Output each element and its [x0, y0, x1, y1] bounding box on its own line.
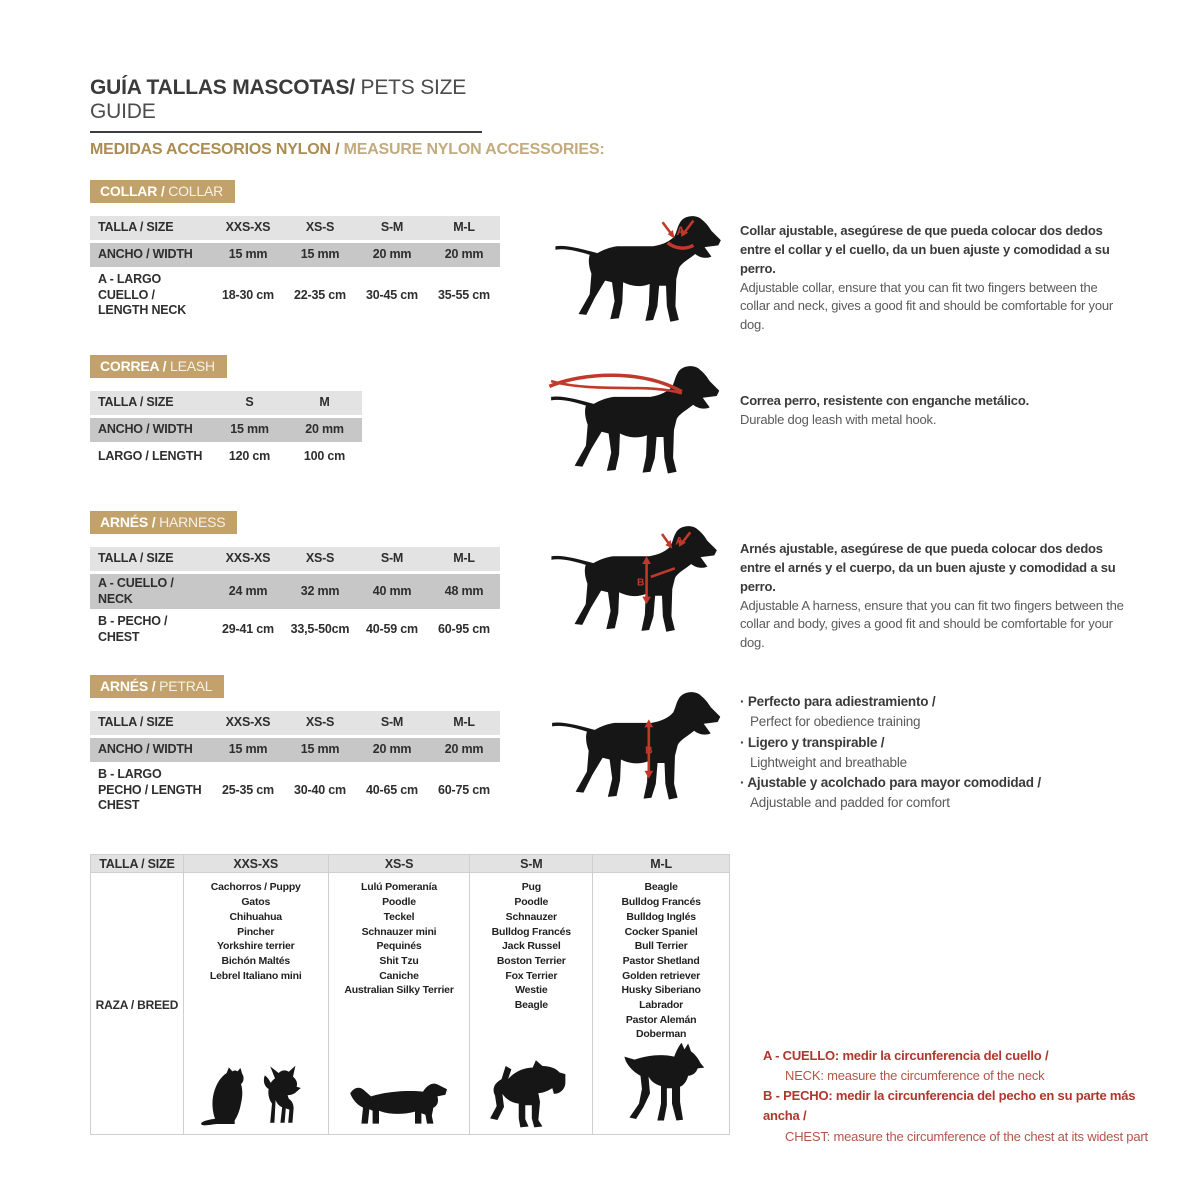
size-table-cell: 24 mm: [228, 583, 268, 598]
size-table-row-label: B - LARGO PECHO / LENGTH CHEST: [98, 767, 202, 813]
chihuahua-silhouette-icon: [257, 1064, 311, 1130]
petral-bullet-es: · Perfecto para adiestramiento /: [740, 694, 936, 709]
breed-cell-xs-s: [329, 873, 471, 1134]
size-table-cell: 60-95 cm: [438, 622, 490, 637]
leash-size-table: [90, 391, 362, 472]
size-table-cell: 120 cm: [228, 449, 271, 464]
breed-name: Pincher: [237, 925, 275, 938]
section-badge-harness: [90, 511, 237, 534]
size-table-row-label: LARGO / LENGTH: [98, 449, 203, 464]
dachshund-silhouette-icon: [347, 1074, 451, 1130]
breed-name: Bulldog Francés: [621, 896, 701, 909]
page-subtitle: [90, 141, 605, 159]
cat-silhouette-icon: [200, 1066, 252, 1130]
breed-name: Poodle: [382, 896, 416, 909]
breed-list: [344, 880, 453, 998]
breed-name: Beagle: [514, 998, 548, 1011]
size-table-header-cell: XXS-XS: [225, 220, 271, 235]
breed-name: Lebrel Italiano mini: [209, 969, 302, 982]
size-table-cell: 40 mm: [372, 583, 412, 598]
breed-name: Labrador: [639, 998, 684, 1011]
size-table-header-cell: XXS-XS: [225, 715, 271, 730]
size-table-header-cell: S-M: [380, 551, 404, 566]
svg-text:A: A: [676, 224, 685, 239]
size-table-row-label: ANCHO / WIDTH: [98, 247, 193, 262]
breed-table-header-row: [91, 855, 729, 873]
collar-desc-en: Adjustable collar, ensure that you can fit two fingers between the collar and neck, gives a good fit and should be comfortable for your dog.: [740, 279, 1114, 333]
size-table-header-row: [90, 547, 500, 571]
page-subtitle-es: MEDIDAS ACCESORIOS NYLON /: [90, 141, 344, 158]
harness-size-table: [90, 547, 500, 651]
size-table-header-label: TALLA / SIZE: [98, 715, 174, 730]
breed-figures: [617, 1042, 705, 1130]
size-table-row-label: ANCHO / WIDTH: [98, 742, 193, 757]
page-title: [90, 76, 482, 133]
size-table-header-label: TALLA / SIZE: [98, 551, 174, 566]
badge-leash-es: CORREA /: [100, 358, 171, 374]
breed-cell-m-l: [593, 873, 729, 1134]
doberman-silhouette-icon: [617, 1042, 705, 1130]
size-table-row-label: A - CUELLO / NECK: [98, 576, 174, 606]
badge-petral-es: ARNÉS /: [100, 678, 160, 694]
breed-name: Cachorros / Puppy: [210, 881, 301, 894]
footnote-es: A - CUELLO: medir la circunferencia del cuello /: [763, 1048, 1049, 1063]
leash-description: [740, 392, 1128, 430]
breed-name: Schnauzer: [505, 910, 557, 923]
petral-bullet-es: · Ajustable y acolchado para mayor comodidad /: [740, 775, 1041, 790]
footnote-en: NECK: measure the circumference of the neck: [785, 1068, 1045, 1084]
size-table-cell: 18-30 cm: [222, 287, 274, 302]
badge-leash-en: LEASH: [170, 358, 215, 374]
breed-name: Golden retriever: [622, 969, 701, 982]
breed-name: Bulldog Francés: [491, 925, 571, 938]
breed-table-header-cell: XS-S: [329, 855, 471, 872]
size-table-row-label: B - PECHO / CHEST: [98, 614, 168, 644]
size-table-header-cell: S-M: [380, 220, 404, 235]
size-table-header-cell: XXS-XS: [225, 551, 271, 566]
collar-size-table: [90, 216, 500, 324]
size-table-cell: 40-65 cm: [366, 782, 418, 797]
schnauzer-silhouette-icon: [486, 1056, 576, 1130]
breed-cell-s-m: [470, 873, 593, 1134]
size-table-cell: 29-41 cm: [222, 622, 274, 637]
petral-bullet-es: · Ligero y transpirable /: [740, 734, 885, 750]
size-table-cell: 32 mm: [300, 583, 340, 598]
size-table-cell: 22-35 cm: [294, 287, 346, 302]
leash-desc-es: Correa perro, resistente con enganche metálico.: [740, 393, 1029, 408]
size-table-cell: 30-40 cm: [294, 782, 346, 797]
page-title-es: GUÍA TALLAS MASCOTAS/: [90, 76, 355, 99]
breed-name: Doberman: [635, 1028, 687, 1041]
dog-leash-figure: [533, 362, 733, 484]
collar-description: [740, 222, 1128, 335]
size-table-header-row: [90, 711, 500, 735]
svg-text:B: B: [645, 745, 653, 757]
size-table-cell: 20 mm: [372, 742, 412, 757]
leash-marks: [549, 375, 681, 393]
size-table-cell: 40-59 cm: [366, 622, 418, 637]
petral-size-table: [90, 711, 500, 819]
size-table-cell: 60-75 cm: [438, 782, 490, 797]
breed-list: [621, 880, 700, 1042]
breed-name: Cocker Spaniel: [624, 925, 698, 938]
size-table-header-cell: XS-S: [305, 220, 335, 235]
size-table-cell: 20 mm: [444, 247, 484, 262]
breed-name: Westie: [515, 984, 548, 997]
breed-table-body-row: [91, 873, 729, 1134]
harness-description: [740, 540, 1128, 653]
breed-table-header-cell: M-L: [650, 856, 672, 871]
breed-name: Lulú Pomeranía: [361, 881, 437, 894]
breed-name: Bichón Maltés: [221, 954, 291, 967]
badge-collar-en: COLLAR: [168, 183, 224, 199]
size-table-cell: 48 mm: [444, 583, 484, 598]
petral-bullet-en: Perfect for obedience training: [750, 714, 921, 730]
size-table-cell: 100 cm: [303, 449, 346, 464]
svg-text:A: A: [675, 535, 684, 548]
size-table-row: [90, 738, 500, 762]
size-table-header-cell: S-M: [380, 715, 404, 730]
size-table-row: [90, 418, 362, 442]
breed-name: Yorkshire terrier: [216, 940, 295, 953]
page-title-en: PETS SIZE GUIDE: [90, 76, 467, 123]
size-table-row: [90, 574, 500, 609]
size-table-cell: 20 mm: [372, 247, 412, 262]
size-table-cell: 30-45 cm: [366, 287, 418, 302]
breed-list: [210, 880, 302, 983]
size-table-cell: 15 mm: [228, 247, 268, 262]
breed-name: Fox Terrier: [505, 969, 558, 982]
size-table-header-label: TALLA / SIZE: [98, 395, 174, 410]
breed-figures: [486, 1056, 576, 1130]
size-table-row: [90, 612, 500, 647]
section-badge-petral: [90, 675, 224, 698]
size-table-header-cell: M: [319, 395, 330, 410]
breed-cell-xxs-xs: [184, 873, 329, 1134]
size-table-row: [90, 445, 362, 469]
badge-petral-en: PETRAL: [159, 678, 213, 694]
section-badge-collar: [90, 180, 235, 203]
size-table-header-row: [90, 391, 362, 415]
breed-table-header-cell: TALLA / SIZE: [91, 855, 184, 872]
size-table-row-label: ANCHO / WIDTH: [98, 422, 193, 437]
harness-desc-en: Adjustable A harness, ensure that you can fit two fingers between the collar and body, gives a good fit and should be comfortable for your dog.: [740, 597, 1124, 651]
breed-name: Beagle: [644, 881, 678, 894]
dog-collar-figure: [540, 212, 732, 332]
breed-list: [492, 880, 571, 1012]
footnote-en: CHEST: measure the circumference of the chest at its widest part: [785, 1128, 1148, 1144]
breed-name: Schnauzer mini: [361, 925, 437, 938]
dog-petral-figure: [540, 688, 728, 810]
breed-row-label: RAZA / BREED: [91, 873, 184, 1134]
breed-figures: [200, 1064, 311, 1130]
size-table-header-label: TALLA / SIZE: [98, 220, 174, 235]
petral-bullet-en: Adjustable and padded for comfort: [750, 795, 950, 811]
page-subtitle-en: MEASURE NYLON ACCESSORIES:: [343, 141, 605, 158]
size-table-header-cell: M-L: [453, 551, 475, 566]
svg-text:B: B: [636, 577, 645, 589]
breed-figures: [347, 1074, 451, 1130]
breed-name: Australian Silky Terrier: [344, 984, 454, 997]
breed-name: Pug: [521, 881, 541, 894]
size-table-cell: 20 mm: [444, 742, 484, 757]
breed-name: Caniche: [379, 969, 419, 982]
breed-name: Pastor Shetland: [622, 954, 700, 967]
breed-table: [90, 854, 730, 1135]
section-badge-leash: [90, 355, 227, 378]
size-table-header-cell: S: [245, 395, 254, 410]
size-table-header-cell: XS-S: [305, 551, 335, 566]
size-table-header-row: [90, 216, 500, 240]
size-table-cell: 25-35 cm: [222, 782, 274, 797]
harness-desc-es: Arnés ajustable, asegúrese de que pueda colocar dos dedos entre el arnés y el cuerpo, da un buen ajuste y comodidad a su perro.: [740, 541, 1116, 594]
breed-table-header-cell: S-M: [470, 855, 593, 872]
petral-bullet-en: Lightweight and breathable: [750, 754, 907, 770]
breed-name: Gatos: [241, 896, 271, 909]
size-table-header-cell: M-L: [453, 220, 475, 235]
breed-table-header-cell: XXS-XS: [184, 855, 329, 872]
dog-harness-figure: [538, 522, 726, 642]
collar-desc-es: Collar ajustable, asegúrese de que pueda colocar dos dedos entre el collar y el cuello, da un buen ajuste y comodidad a su perro.: [740, 223, 1110, 276]
size-table-header-cell: M-L: [453, 715, 475, 730]
size-table-row-label: A - LARGO CUELLO / LENGTH NECK: [98, 272, 187, 318]
breed-name: Poodle: [514, 896, 549, 909]
size-table-cell: 35-55 cm: [438, 287, 490, 302]
breed-name: Bull Terrier: [634, 940, 688, 953]
breed-name: Husky Siberiano: [621, 984, 701, 997]
breed-name: Pequinés: [376, 940, 422, 953]
badge-collar-es: COLLAR /: [100, 183, 169, 199]
size-table-cell: 33,5-50cm: [290, 622, 350, 637]
breed-name: Boston Terrier: [496, 954, 566, 967]
size-table-cell: 15 mm: [228, 742, 268, 757]
breed-name: Bulldog Inglés: [626, 910, 696, 923]
breed-name: Chihuahua: [229, 910, 282, 923]
breed-name: Teckel: [383, 910, 415, 923]
size-table-cell: 20 mm: [305, 422, 344, 437]
badge-harness-en: HARNESS: [159, 514, 226, 530]
size-table-cell: 15 mm: [300, 742, 340, 757]
size-table-row: [90, 270, 500, 321]
measuring-footnotes: [763, 1046, 1173, 1147]
size-table-row: [90, 243, 500, 267]
footnote-es: B - PECHO: medir la circunferencia del pecho en su parte más ancha /: [763, 1088, 1136, 1124]
breed-name: Jack Russel: [502, 940, 561, 953]
breed-name: Shit Tzu: [379, 954, 419, 967]
breed-name: Pastor Alemán: [625, 1013, 697, 1026]
size-table-cell: 15 mm: [300, 247, 340, 262]
size-table-row: [90, 765, 500, 816]
size-table-header-cell: XS-S: [305, 715, 335, 730]
badge-harness-es: ARNÉS /: [100, 514, 160, 530]
leash-desc-en: Durable dog leash with metal hook.: [740, 411, 937, 427]
size-table-cell: 15 mm: [230, 422, 269, 437]
petral-feature-list: [740, 692, 1140, 814]
